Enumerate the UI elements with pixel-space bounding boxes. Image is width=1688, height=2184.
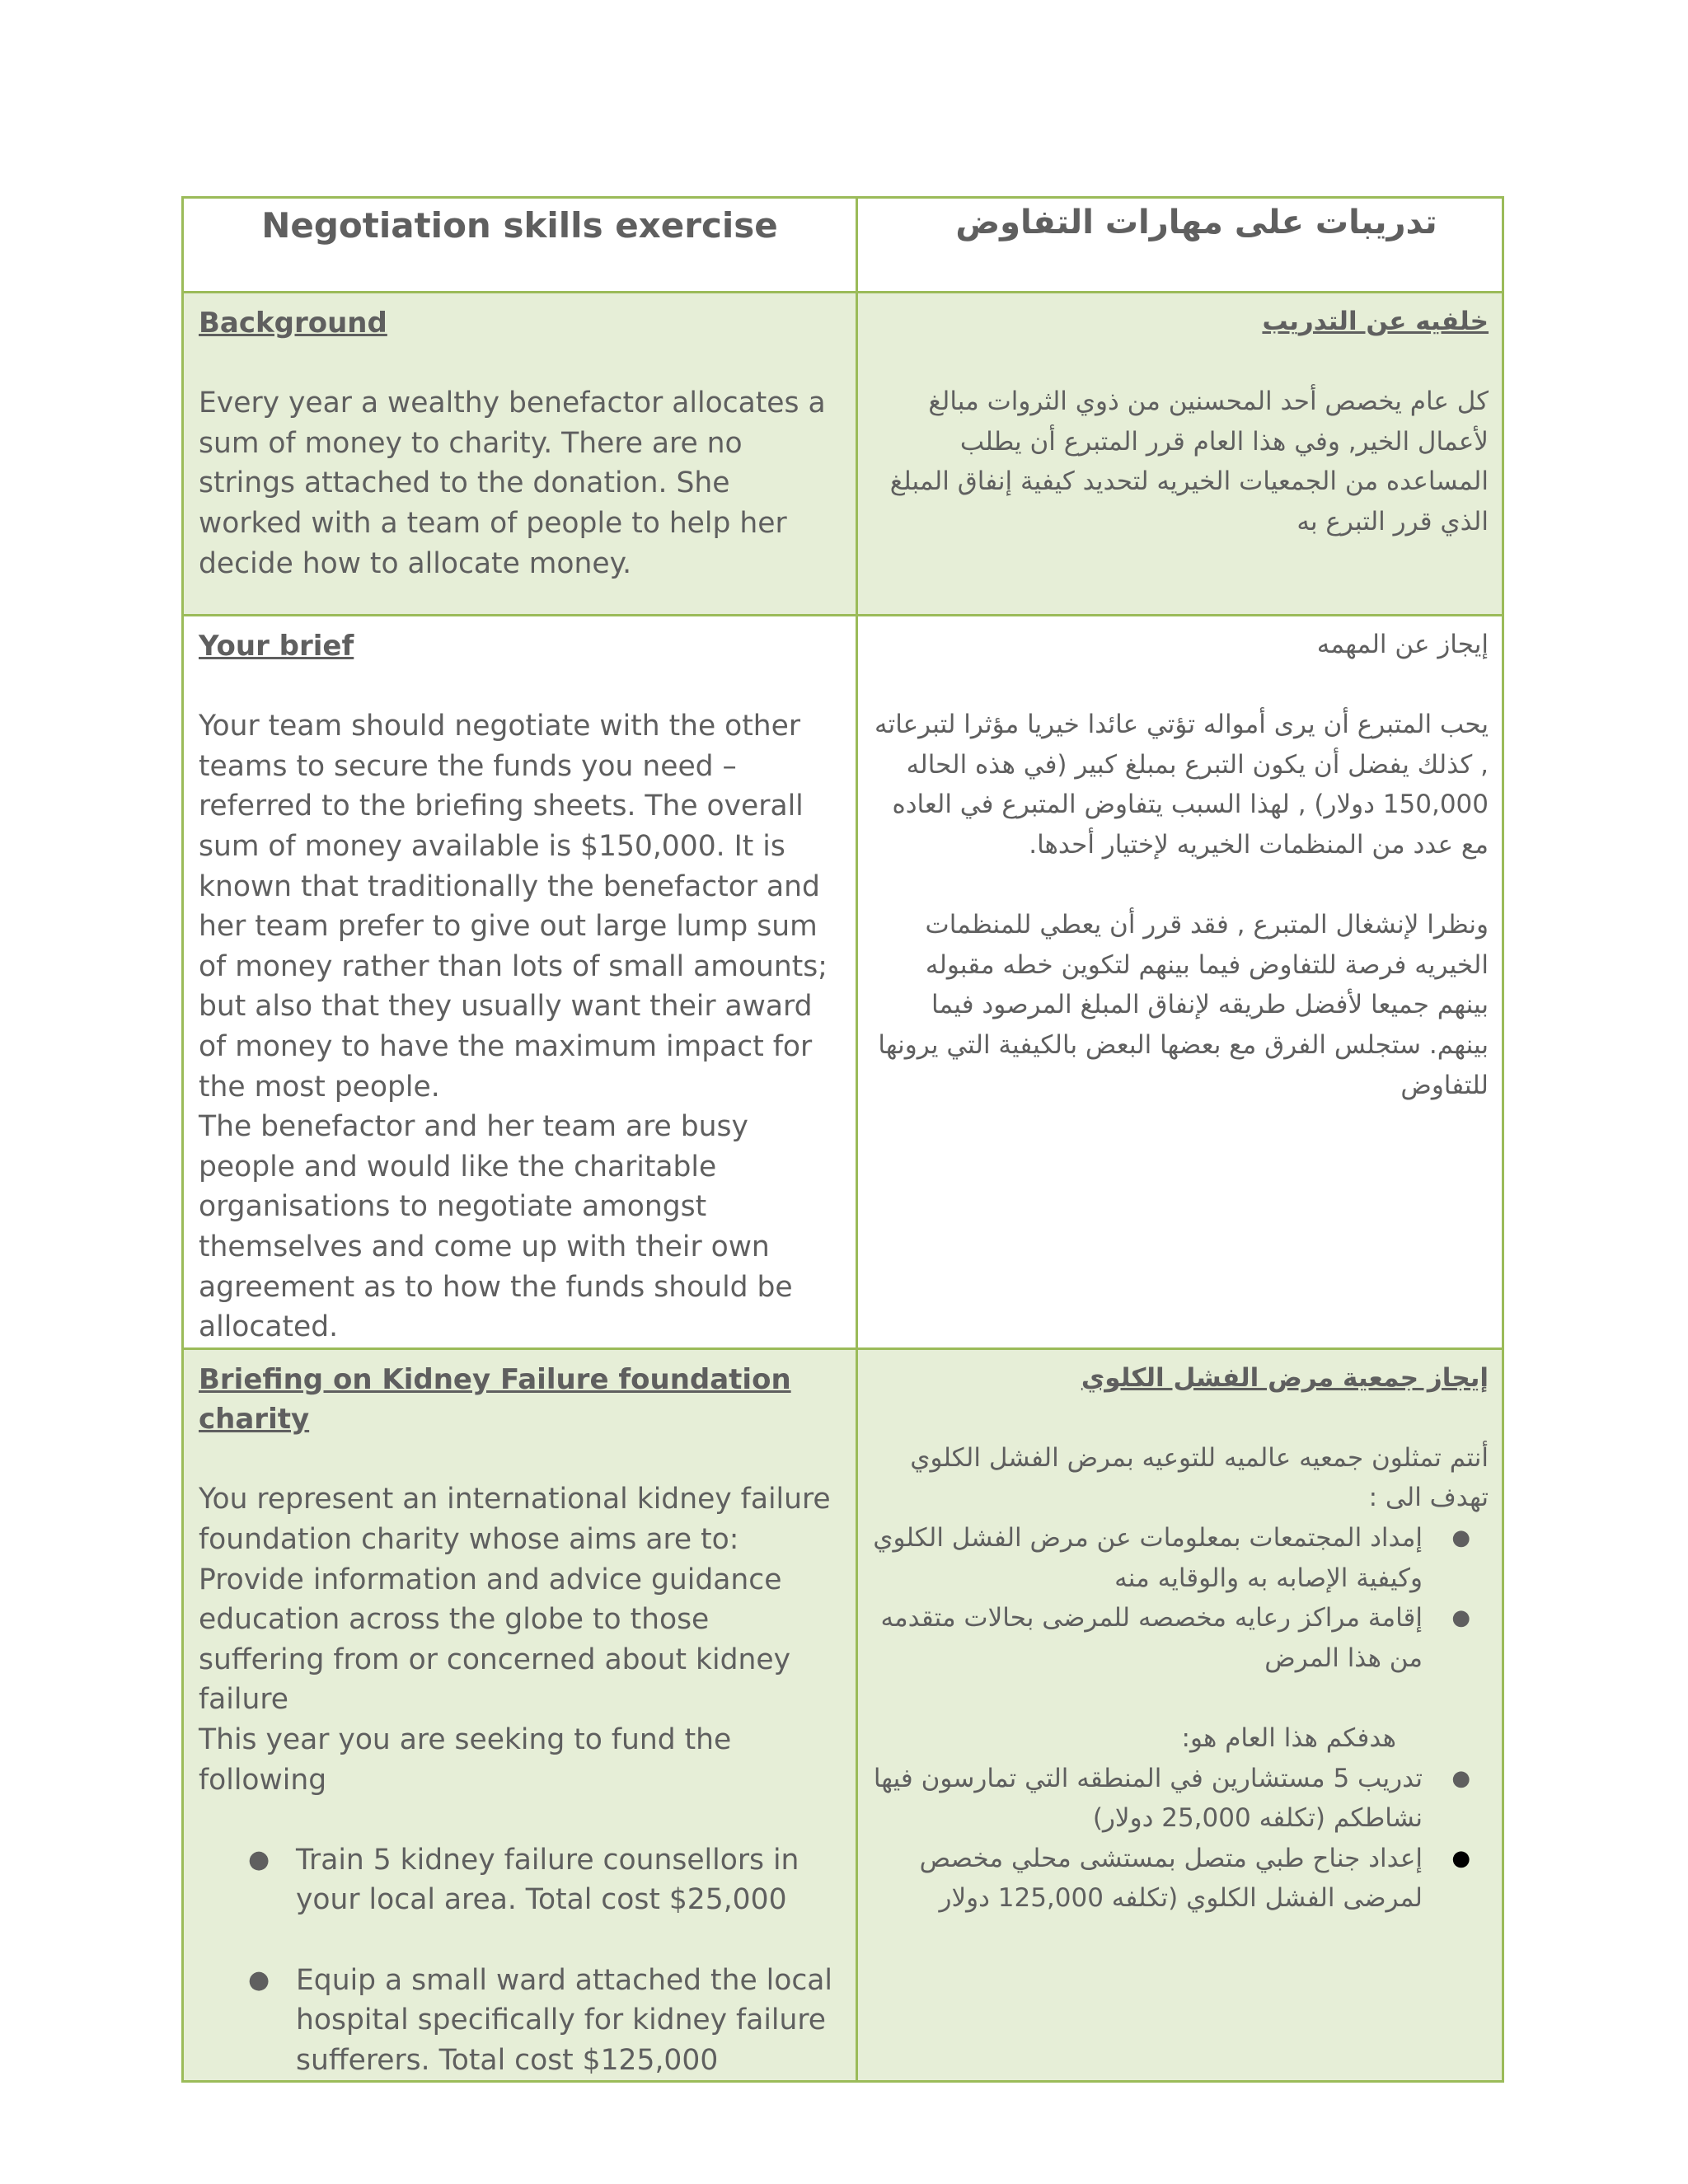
bullet-icon: ● [248, 1844, 270, 1874]
page-title-ar: تدريبات على مهارات التفاوض [955, 204, 1437, 241]
brief-heading-ar: إيجاز عن المهمه [1316, 630, 1489, 659]
kidney-goal-intro-ar: هدفكم هذا العام هو: [1181, 1723, 1396, 1754]
background-text-en: Every year a wealthy benefactor allocates a sum of money to charity. There are no strings attached to the donation. She worked with a team of people to help her decide how to allocate money. [199, 387, 826, 580]
kidney-intro-ar: أنتم تمثلون جمعيه عالميه للتوعيه بمرض الفشل الكلوي تهدف الى : [910, 1442, 1489, 1513]
kidney-intro-en-2: Provide information and advice guidance education across the globe to those suffering from or concerned about kidney failure [199, 1563, 790, 1717]
kidney-cell-en [183, 1348, 857, 2082]
bullet-icon: ● [1451, 1845, 1470, 1871]
title-cell-ar [857, 198, 1503, 293]
brief-heading-en: Your brief [199, 630, 354, 663]
brief-text-ar-2: ونظرا لإنشغال المتبرع , فقد قرر أن يعطي للمنظمات الخيريه فرصة للتفاوض فيما بينهم لتكوين خطه مقبوله بينهم جميعا لأفضل طريقه لإنفاق المبلغ المرصود فيما بينهم. ستجلس الفرق مع بعضها البعض بالكيفية التي يرونها للتفاوض [878, 910, 1489, 1100]
kidney-heading-en: Briefing on Kidney Failure foundation charity [199, 1362, 791, 1436]
title-row [183, 198, 1503, 293]
brief-text-en-2: The benefactor and her team are busy people and would like the charitable organisations to negotiate amongst themselves and come up with their own agreement as to how the funds should be allocated. [199, 1110, 793, 1344]
list-item: ● إمداد المجتمعات بمعلومات عن مرض الفشل الكلوي وكيفية الإصابه به والوقايه منه [870, 1518, 1423, 1598]
brief-text-ar-1: يحب المتبرع أن يرى أمواله تؤتي عائدا خيريا مؤثرا لتبرعاته , كذلك يفضل أن يكون التبرع بمبلغ كبير (في هذه الحاله 150,000 دولار) , لهذا السبب يتفاوض المتبرع في العاده مع عدد من المنظمات الخيريه لإختيار أحدها. [874, 710, 1489, 860]
list-item: ● إعداد جناح طبي متصل بمستشى محلي مخصص لمرضى الفشل الكلوي (تكلفه 125,000 دولار [870, 1839, 1423, 1919]
kidney-aims-ar [870, 1518, 1489, 1678]
bullet-icon: ● [1451, 1605, 1470, 1631]
brief-cell-ar [857, 616, 1503, 1349]
list-item: ● Train 5 kidney failure counsellors in your local area. Total cost $25,000 [296, 1840, 841, 1920]
brief-text-en-1: Your team should negotiate with the other teams to secure the funds you need – referred to the briefing sheets. The overall sum of money available is $150,000. It is known that traditionally the benefactor and her team prefer to give out large lump sum of money rather than lots of small amounts; but also that they usually want their award of money to have the maximum impact for the most people. [199, 710, 828, 1104]
kidney-cell-ar [857, 1348, 1503, 2082]
bullet-icon: ● [248, 1965, 270, 1994]
exercise-table [181, 196, 1504, 2083]
background-heading-ar: خلفيه عن التدريب [1262, 307, 1489, 336]
list-item: ● إقامة مراكز رعايه مخصصه للمرضى بحالات متقدمه من هذا المرض [870, 1598, 1423, 1678]
list-item: ● تدريب 5 مستشارين في المنطقه التي تمارسون فيها نشاطكم (تكلفه 25,000 دولار) [870, 1759, 1423, 1839]
title-cell-en [183, 198, 857, 293]
background-text-ar: كل عام يخصص أحد المحسنين من ذوي الثروات مبالغ لأعمال الخير, وفي هذا العام قرر المتبرع أن يطلب المساعده من الجمعيات الخيريه لتحديد كيفية إنفاق المبلغ الذي قرر التبرع به [889, 387, 1489, 537]
brief-cell-en [183, 616, 857, 1349]
bullet-icon: ● [1451, 1526, 1470, 1551]
kidney-intro-en-1: You represent an international kidney failure foundation charity whose aims are to: [199, 1483, 831, 1557]
brief-row [183, 616, 1503, 1349]
background-row [183, 293, 1503, 616]
kidney-intro-en-3: This year you are seeking to fund the following [199, 1723, 732, 1797]
kidney-row [183, 1348, 1503, 2082]
kidney-items-en [199, 1840, 841, 2081]
background-cell-ar [857, 293, 1503, 616]
background-heading-en: Background [199, 307, 387, 340]
bullet-icon: ● [1451, 1765, 1470, 1791]
kidney-heading-ar: إيجاز جمعية مرض الفشل الكلوي [1081, 1362, 1489, 1393]
page-title-en: Negotiation skills exercise [261, 205, 778, 246]
list-item: ● Equip a small ward attached the local hospital specifically for kidney failure sufferers. Total cost $125,000 [296, 1961, 841, 2081]
background-cell-en [183, 293, 857, 616]
kidney-goals-ar [870, 1759, 1489, 1919]
